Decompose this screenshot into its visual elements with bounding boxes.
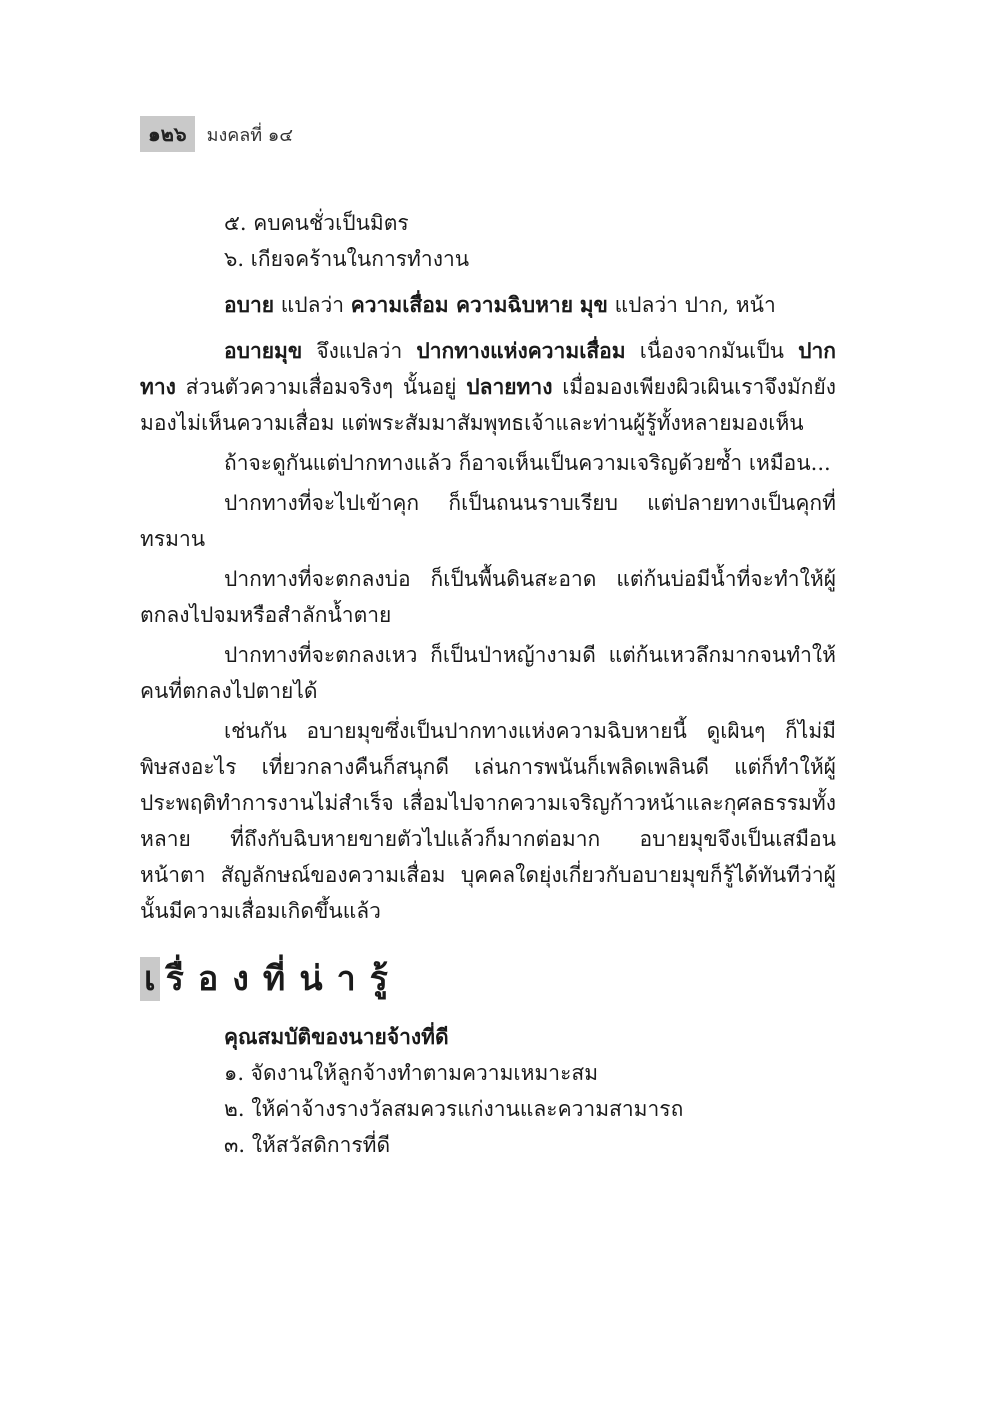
body-paragraph: ปากทางที่จะไปเข้าคุก ก็เป็นถนนราบเรียบ แต่ปลายทางเป็นคุกที่ทรมาน: [140, 491, 836, 551]
list-item: ๒. ให้ค่าจ้างรางวัลสมควรแก่งานและความสามารถ: [224, 1097, 684, 1121]
term-destination: ปลายทาง: [466, 374, 553, 399]
meaning-decline: ความเสื่อม ความฉิบหาย: [350, 292, 574, 317]
list-item: ๕. คบคนชั่วเป็นมิตร: [224, 211, 409, 235]
section-heading-text: รื่องที่น่ารู้: [165, 959, 402, 999]
body-paragraph: เช่นกัน อบายมุขซึ่งเป็นปากทางแห่งความฉิบหายนี้ ดูเผินๆ ก็ไม่มีพิษสงอะไร เที่ยวกลางคืนก็สนุกดี เล่นการพนันก็เพลิดเพลินดี แต่ก็ทำให้ผู้ประพฤติทำการงานไม่สำเร็จ เสื่อมไปจากความเจริญก้าวหน้าและกุศลธรรมทั้งหลาย ที่ถึงกับฉิบหายขายตัวไปแล้วก็มากต่อมาก อบายมุขจึงเป็นเสมือนหน้าตา สัญลักษณ์ของความเสื่อม บุคคลใดยุ่งเกี่ยวกับอบายมุขก็รู้ได้ทันทีว่าผู้นั้นมีความเสื่อมเกิดขึ้นแล้ว: [140, 719, 836, 923]
page-content: [140, 205, 836, 1163]
term-gateway: ปากทาง: [140, 338, 836, 399]
body-paragraph: ถ้าจะดูกันแต่ปากทางแล้ว ก็อาจเห็นเป็นความเจริญด้วยซ้ำ เหมือน...: [224, 451, 831, 475]
term-apayamukha: อบายมุข: [224, 338, 303, 363]
list-item: ๖. เกียจคร้านในการทำงาน: [224, 247, 470, 271]
section-subtitle: คุณสมบัติของนายจ้างที่ดี: [224, 1024, 449, 1049]
term-mukha: มุข: [579, 292, 608, 317]
meaning-gateway: ปากทางแห่งความเสื่อม: [416, 338, 626, 363]
page-number: ๑๒๖: [140, 116, 195, 152]
list-item: ๑. จัดงานให้ลูกจ้างทำตามความเหมาะสม: [224, 1061, 599, 1085]
list-item: ๓. ให้สวัสดิการที่ดี: [224, 1133, 391, 1157]
body-paragraph: ปากทางที่จะตกลงบ่อ ก็เป็นพื้นดินสะอาด แต่ก้นบ่อมีน้ำที่จะทำให้ผู้ตกลงไปจมหรือสำลักน้ำตาย: [140, 567, 836, 627]
page-header: [140, 116, 293, 152]
section-heading: [140, 957, 836, 1001]
term-apaya: อบาย: [224, 292, 275, 317]
definition-paragraph: อบาย แปลว่า ความเสื่อม ความฉิบหาย มุข แปลว่า ปาก, หน้า: [224, 292, 776, 317]
explanation-paragraph: อบายมุข จึงแปลว่า ปากทางแห่งความเสื่อม เนื่องจากมันเป็น ปากทาง ส่วนตัวความเสื่อมจริงๆ นั้นอยู่ ปลายทาง เมื่อมองเพียงผิวเผินเราจึงมักยังมองไม่เห็นความเสื่อม แต่พระสัมมาสัมพุทธเจ้าและท่านผู้รู้ทั้งหลายมองเห็น: [140, 338, 836, 435]
chapter-label: มงคลที่ ๑๔: [206, 124, 293, 146]
body-paragraph: ปากทางที่จะตกลงเหว ก็เป็นป่าหญ้างามดี แต่ก้นเหวลึกมากจนทำให้คนที่ตกลงไปตายได้: [140, 643, 836, 703]
section-heading-initial: เ: [140, 957, 160, 1001]
